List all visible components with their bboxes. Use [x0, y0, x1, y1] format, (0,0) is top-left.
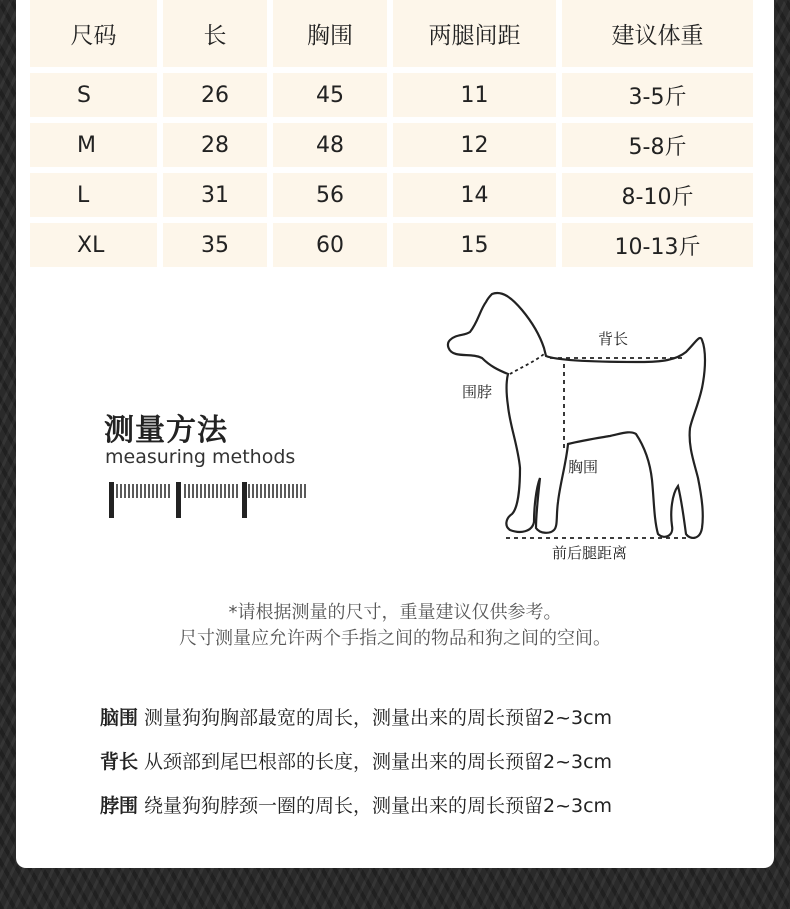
label-chest: 胸围 — [568, 458, 599, 476]
header-size: 尺码 — [30, 0, 157, 67]
cell-weight: 10-13斤 — [562, 223, 753, 267]
label-back-length: 背长 — [598, 330, 629, 348]
cell-size: M — [30, 123, 157, 167]
table-header-row — [30, 0, 753, 67]
definition-item — [100, 747, 612, 774]
method-title: 测量方法 — [104, 413, 228, 448]
cell-weight: 8-10斤 — [562, 173, 753, 217]
note-line: 尺寸测量应允许两个手指之间的物品和狗之间的空间。 — [179, 628, 611, 649]
table-row — [30, 223, 753, 267]
definition-term: 背长 — [100, 751, 139, 773]
definition-term: 脑围 — [100, 707, 139, 729]
header-leg-distance: 两腿间距 — [393, 0, 556, 67]
size-chart-table — [24, 0, 759, 273]
note-line: *请根据测量的尺寸，重量建议仅供参考。 — [228, 602, 562, 623]
header-weight: 建议体重 — [562, 0, 753, 67]
definition-text: 从颈部到尾巴根部的长度，测量出来的周长预留2~3cm — [144, 751, 613, 773]
ruler-icon — [107, 480, 307, 520]
cell-chest: 45 — [273, 73, 387, 117]
definition-item — [100, 703, 612, 730]
cell-length: 28 — [163, 123, 267, 167]
table-row — [30, 173, 753, 217]
cell-leg-distance: 14 — [393, 173, 556, 217]
cell-weight: 3-5斤 — [562, 73, 753, 117]
cell-leg-distance: 12 — [393, 123, 556, 167]
definition-text: 绕量狗狗脖颈一圈的周长，测量出来的周长预留2~3cm — [144, 795, 613, 817]
definition-text: 测量狗狗胸部最宽的周长，测量出来的周长预留2~3cm — [144, 707, 613, 729]
cell-weight: 5-8斤 — [562, 123, 753, 167]
cell-leg-distance: 15 — [393, 223, 556, 267]
label-neck: 围脖 — [462, 383, 493, 401]
dog-measurement-diagram — [440, 288, 720, 568]
cell-length: 31 — [163, 173, 267, 217]
label-leg-distance: 前后腿距离 — [552, 544, 628, 562]
header-chest: 胸围 — [273, 0, 387, 67]
table-row — [30, 123, 753, 167]
cell-chest: 60 — [273, 223, 387, 267]
dog-outline-icon — [440, 288, 720, 568]
cell-size: XL — [30, 223, 157, 267]
cell-length: 26 — [163, 73, 267, 117]
cell-size: S — [30, 73, 157, 117]
cell-chest: 48 — [273, 123, 387, 167]
cell-chest: 56 — [273, 173, 387, 217]
definition-item — [100, 791, 612, 818]
cell-size: L — [30, 173, 157, 217]
table-row — [30, 73, 753, 117]
definition-term: 脖围 — [100, 795, 139, 817]
header-length: 长 — [163, 0, 267, 67]
method-subtitle: measuring methods — [105, 446, 296, 468]
cell-length: 35 — [163, 223, 267, 267]
cell-leg-distance: 11 — [393, 73, 556, 117]
